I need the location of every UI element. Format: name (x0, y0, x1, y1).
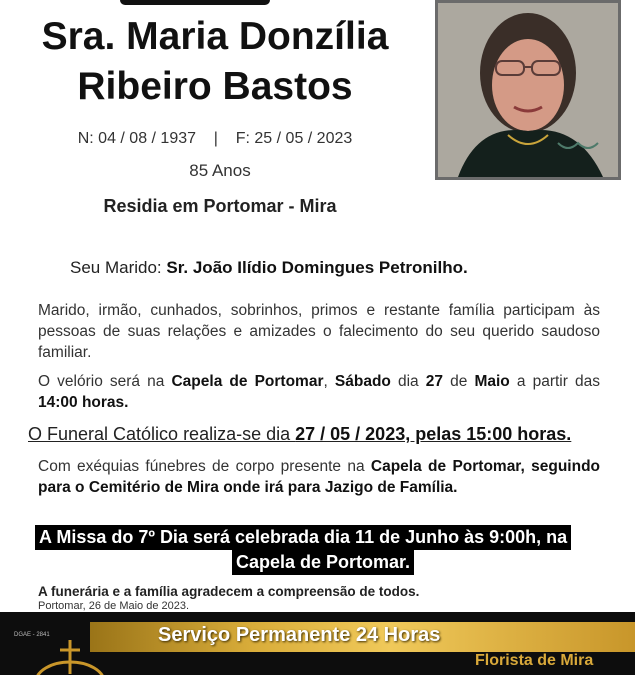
wake-text-5: a partir das (509, 373, 600, 390)
portrait-image (438, 3, 618, 177)
funeral-home-logo-icon (28, 634, 108, 675)
funeral-datetime: 27 / 05 / 2023, pelas 15:00 horas. (295, 424, 572, 444)
wake-text-1: O velório será na (38, 373, 172, 390)
deceased-name (0, 12, 430, 112)
exequies-text: Com exéquias fúnebres de corpo presente na (38, 458, 371, 475)
license-code: DGAE - 2841 (14, 632, 50, 638)
wake-text-2: , (323, 373, 335, 390)
wake-month: Maio (474, 373, 510, 390)
wake-day: 27 (425, 373, 444, 390)
wake-info (38, 371, 600, 413)
florist-name: Florista de Mira (475, 652, 594, 669)
wake-text-4: de (443, 373, 475, 390)
top-decoration (120, 0, 270, 5)
name-line-1: Sra. Maria Donzília (41, 15, 389, 58)
funeral-text: O Funeral Católico realiza-se dia (28, 424, 296, 444)
spouse-label: Seu Marido: (70, 258, 167, 277)
funeral-info (28, 424, 571, 445)
spouse-name: Sr. João Ilídio Domingues Petronilho. (166, 258, 468, 277)
portrait-photo (435, 0, 621, 180)
mass-line-2: Capela de Portomar. (232, 550, 414, 575)
birth-death-dates: N: 04 / 08 / 1937 | F: 25 / 05 / 2023 (77, 130, 353, 147)
wake-text-3: dia (390, 373, 426, 390)
wake-location: Capela de Portomar (171, 373, 324, 390)
name-line-2: Ribeiro Bastos (77, 65, 353, 108)
wake-weekday: Sábado (334, 373, 391, 390)
exequies-location: Capela de Portomar, (370, 458, 525, 475)
exequies-burial: seguindo para o Cemitério de Mira onde irá para Jazigo de Família. (38, 458, 600, 496)
family-announcement: Marido, irmão, cunhados, sobrinhos, primos e restante família participam às pessoas de suas relações e amizades o falecimento do seu querido saudoso familiar. (38, 302, 600, 361)
mass-line-1: A Missa do 7º Dia será celebrada dia 11 de Junho às 9:00h, na (35, 525, 571, 550)
place-date: Portomar, 26 de Maio de 2023. (38, 600, 190, 612)
wake-time: 14:00 horas. (38, 394, 129, 411)
age: 85 Anos (189, 161, 251, 180)
service-slogan: Serviço Permanente 24 Horas (158, 624, 441, 646)
spouse-line (70, 258, 468, 278)
thanks-note: A funerária e a família agradecem a compreensão de todos. (38, 584, 420, 599)
footer-banner (0, 612, 635, 675)
exequies-info (38, 456, 600, 498)
residence: Residia em Portomar - Mira (103, 196, 337, 216)
